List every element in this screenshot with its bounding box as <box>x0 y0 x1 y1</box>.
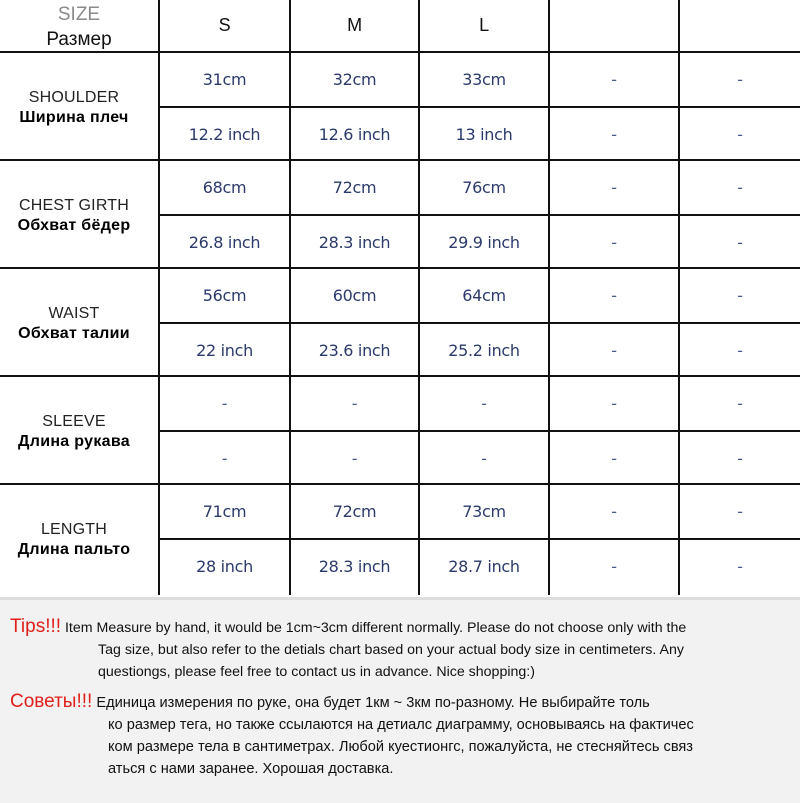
table-cell: 60cm <box>332 286 377 305</box>
size-header <box>0 0 158 52</box>
table-cell: 32cm <box>332 70 377 89</box>
table-cell: - <box>611 557 617 576</box>
table-cell: 25.2 inch <box>448 341 520 360</box>
table-cell: 12.6 inch <box>318 125 391 144</box>
table-cell: 64cm <box>462 286 506 305</box>
size-column-m: M <box>347 15 362 35</box>
table-cell: - <box>611 178 617 197</box>
size-column-s: S <box>218 15 231 35</box>
tips-en-line: Item Measure by hand, it would be 1cm~3cm different normally. Please do not choose only with the <box>61 620 687 636</box>
size-header-ru: Размер <box>46 29 112 50</box>
table-cell: 33cm <box>462 70 506 89</box>
tips-ru-line: ко размер тега, но также ссылаются на детиалс диаграмму, основываясь на фактичес <box>108 717 694 733</box>
table-cell: - <box>611 449 617 468</box>
table-cell: - <box>737 178 743 197</box>
table-cell: 13 inch <box>455 125 513 144</box>
tips-en-lead: Tips!!! <box>10 616 62 637</box>
row-label-chest <box>0 196 148 236</box>
row-label-en: LENGTH <box>40 521 108 538</box>
size-header-en: SIZE <box>57 4 101 25</box>
table-cell: - <box>737 449 743 468</box>
table-cell: - <box>611 233 617 252</box>
table-cell: - <box>611 286 617 305</box>
row-label-sleeve <box>0 412 148 452</box>
table-cell: - <box>481 449 487 468</box>
table-cell: - <box>737 502 743 521</box>
table-cell: - <box>737 125 743 144</box>
tips-en <box>10 616 795 683</box>
row-label-en: WAIST <box>48 305 100 322</box>
table-cell: - <box>611 394 617 413</box>
table-cell: 28.3 inch <box>318 557 391 576</box>
table-cell: 23.6 inch <box>318 341 391 360</box>
row-label-waist <box>0 304 148 344</box>
table-cell: 26.8 inch <box>188 233 261 252</box>
table-cell: 73cm <box>462 502 506 521</box>
row-label-ru: Ширина плеч <box>19 109 129 126</box>
table-cell: 28 inch <box>196 557 253 576</box>
tips-en-line: questiongs, please feel free to contact us in advance. Nice shopping:) <box>98 664 535 680</box>
table-cell: 71cm <box>202 502 247 521</box>
table-cell: - <box>611 341 617 360</box>
table-cell: - <box>351 394 358 413</box>
table-cell: 12.2 inch <box>188 125 261 144</box>
table-cell: - <box>737 394 743 413</box>
tips-en-line: Tag size, but also refer to the detials chart based on your actual body size in centimeters. Any <box>98 642 684 658</box>
row-label-ru: Длина рукава <box>18 433 130 450</box>
row-label-length <box>0 520 148 560</box>
table-cell: - <box>737 557 743 576</box>
table-cell: - <box>221 394 228 413</box>
table-cell: 72cm <box>332 502 377 521</box>
table-cell: 56cm <box>202 286 247 305</box>
table-cell: - <box>611 70 617 89</box>
table-cell: 68cm <box>202 178 247 197</box>
table-cell: - <box>737 70 743 89</box>
table-cell: - <box>481 394 487 413</box>
table-cell: 76cm <box>462 178 506 197</box>
table-cell: 22 inch <box>196 341 253 360</box>
table-cell: - <box>737 286 743 305</box>
table-cell: 72cm <box>332 178 377 197</box>
table-cell: 29.9 inch <box>448 233 520 252</box>
row-label-en: SHOULDER <box>28 89 120 106</box>
table-cell: - <box>351 449 358 468</box>
row-label-shoulder <box>0 88 148 128</box>
tips-ru <box>10 691 795 780</box>
table-cell: - <box>611 502 617 521</box>
size-column-4 <box>550 0 678 51</box>
table-cell: - <box>221 449 228 468</box>
table-cell: - <box>737 233 743 252</box>
row-label-en: CHEST GIRTH <box>18 197 130 214</box>
size-column-l: L <box>479 15 489 35</box>
tips-ru-line: Единица измерения по руке, она будет 1км ~ 3км по-разному. Не выбирайте толь <box>92 695 650 711</box>
table-cell: 28.7 inch <box>448 557 520 576</box>
tips-ru-line: ком размере тела в сантиметрах. Любой куестионгс, пожалуйста, не стесняйтесь связ <box>108 739 693 755</box>
table-cell: 31cm <box>202 70 247 89</box>
tips-panel <box>0 597 800 803</box>
table-cell: - <box>611 125 617 144</box>
tips-ru-line: аться с нами заранее. Хорошая доставка. <box>108 761 394 777</box>
row-label-ru: Обхват бёдер <box>17 217 131 234</box>
table-cell: 28.3 inch <box>318 233 391 252</box>
row-label-ru: Длина пальто <box>17 541 131 558</box>
size-column-5 <box>680 0 800 51</box>
row-label-en: SLEEVE <box>42 413 106 430</box>
row-label-ru: Обхват талии <box>18 325 130 342</box>
tips-ru-lead: Советы!!! <box>10 691 93 712</box>
table-cell: - <box>737 341 743 360</box>
